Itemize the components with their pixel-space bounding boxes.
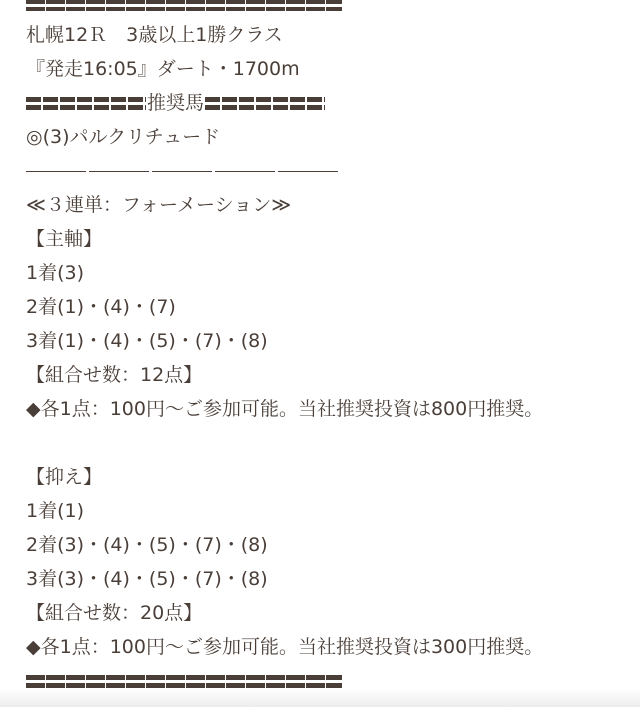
race-document — [26, 0, 630, 698]
race-title: 札幌12Ｒ 3歳以上1勝クラス — [26, 24, 283, 46]
backup-first: 1着(1) — [26, 500, 85, 522]
rule-left — [26, 97, 146, 110]
backup-second: 2着(3)・(4)・(5)・(7)・(8) — [26, 534, 268, 556]
rule-right — [205, 97, 325, 110]
recommend-header — [26, 86, 630, 120]
main-axis-note: ◆各1点：100円〜ご参加可能。当社推奨投資は800円推奨。 — [26, 398, 544, 420]
main-axis-first: 1着(3) — [26, 262, 85, 284]
backup-heading: 【抑え】 — [26, 466, 103, 488]
main-axis-heading: 【主軸】 — [26, 228, 103, 250]
backup-third: 3着(3)・(4)・(5)・(7)・(8) — [26, 568, 268, 590]
main-axis-second: 2着(1)・(4)・(7) — [26, 296, 176, 318]
backup-note: ◆各1点：100円〜ご参加可能。当社推奨投資は300円推奨。 — [26, 636, 544, 658]
recommended-horse: ◎(3)パルクリチュード — [26, 126, 221, 148]
thin-divider — [26, 154, 630, 188]
bet-type: ≪３連単：フォーメーション≫ — [26, 194, 292, 216]
blank-line — [26, 426, 630, 460]
backup-combos: 【組合せ数：20点】 — [26, 602, 203, 624]
recommend-header-label: 推奨馬 — [147, 92, 205, 114]
main-axis-combos: 【組合せ数：12点】 — [26, 364, 203, 386]
race-start-info: 『発走16:05』ダート・1700m — [26, 58, 300, 80]
bottom-shade — [0, 689, 640, 707]
main-axis-third: 3着(1)・(4)・(5)・(7)・(8) — [26, 330, 268, 352]
